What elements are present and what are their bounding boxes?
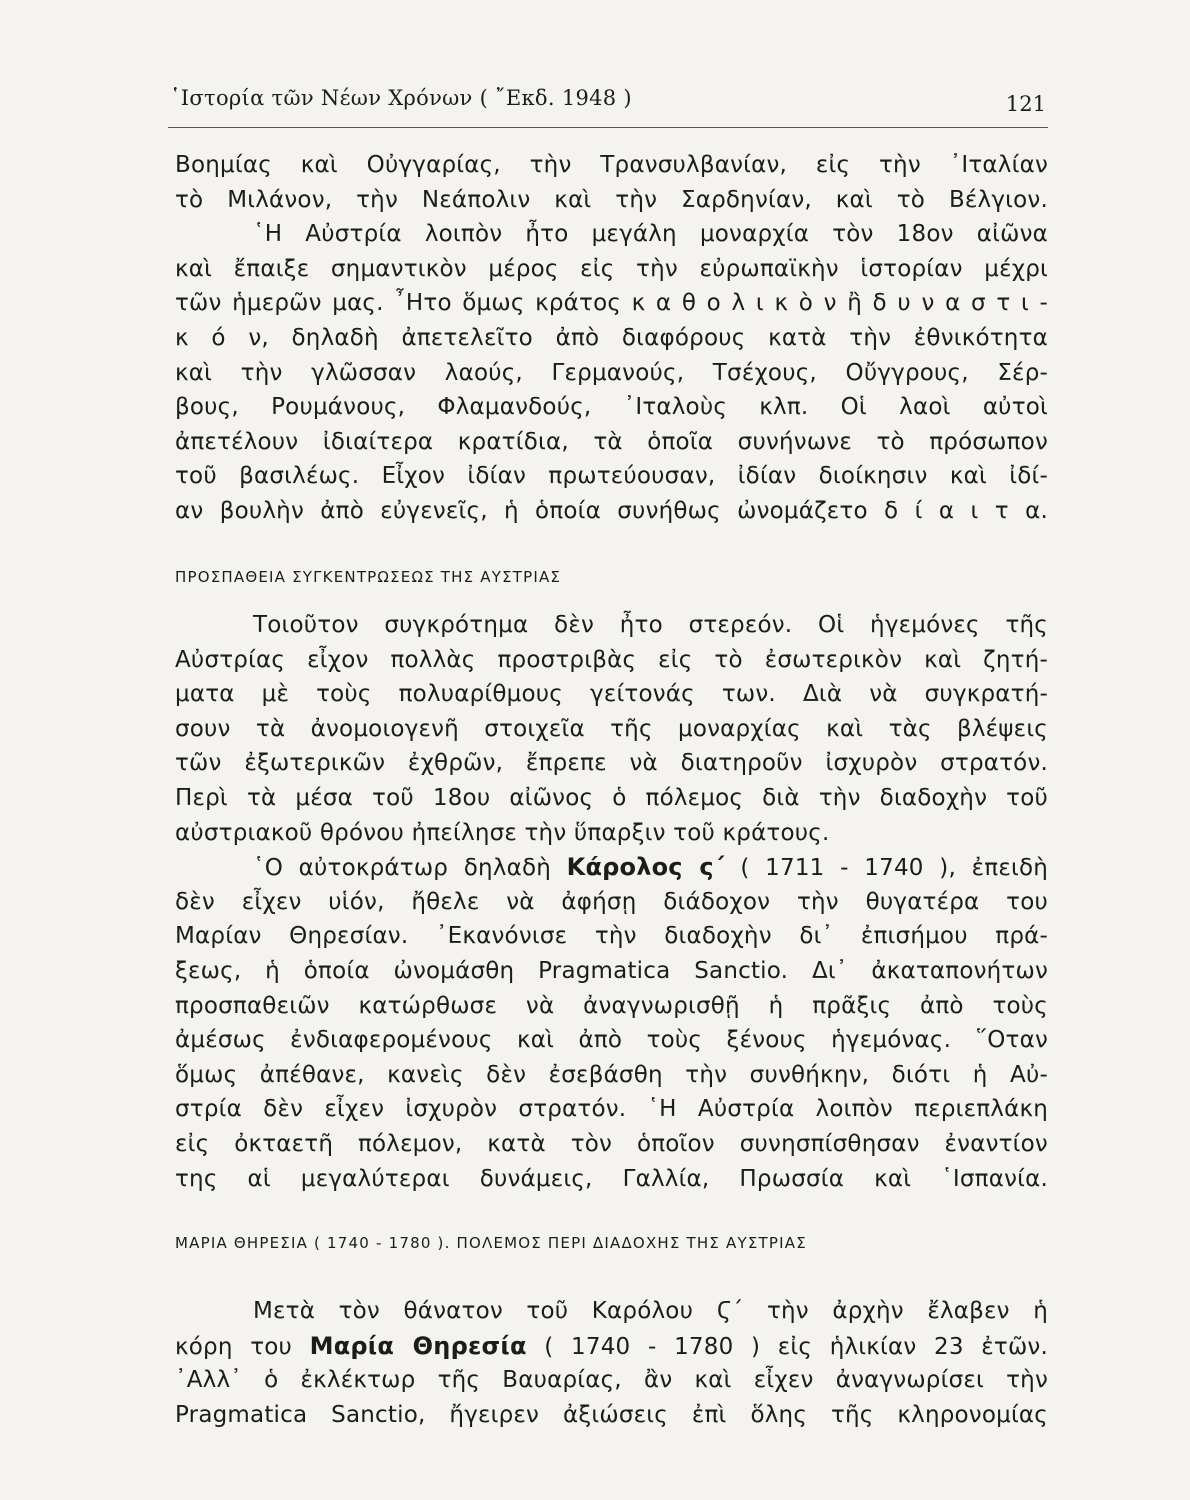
text-line: Pragmatica Sanctio, ἤγειρεν ἀξιώσεις ἐπὶ ὅλης τῆς κληρονομίας bbox=[175, 1401, 1048, 1428]
text-line: ὅμως ἀπέθανε, κανεὶς δὲν ἐσεβάσθη τὴν συνθήκην, διότι ἡ Αὐ- bbox=[175, 1061, 1048, 1088]
section1-text bbox=[175, 608, 1048, 1196]
text-line: εἰς ὀκταετῆ πόλεμον, κατὰ τὸν ὁποῖον συνησπίσθησαν ἐναντίον bbox=[175, 1130, 1048, 1157]
text-line: τῶν ἐξωτερικῶν ἐχθρῶν, ἔπρεπε νὰ διατηροῦν ἰσχυρὸν στρατόν. bbox=[175, 750, 1048, 777]
text-run: ( 1740 - 1780 ) εἰς ἡλικίαν 23 ἐτῶν. bbox=[526, 1333, 1048, 1360]
text-run: ῾Ο αὐτοκράτωρ δηλαδὴ bbox=[253, 855, 567, 882]
text-line: ἀμέσως ἐνδιαφερομένους καὶ ἀπὸ τοὺς ξένους ἡγεμόνας. ῞Οταν bbox=[175, 1027, 1048, 1054]
text-line: Αὐστρίας εἶχον πολλὰς προστριβὰς εἰς τὸ ἐσωτερικὸν καὶ ζητή- bbox=[175, 646, 1048, 673]
text-line: τὸ Μιλάνον, τὴν Νεάπολιν καὶ τὴν Σαρδηνίαν, καὶ τὸ Βέλγιον. bbox=[175, 186, 1048, 213]
section-heading: ΜΑΡΙΑ ΘΗΡΕΣΙΑ ( 1740 - 1780 ). ΠΟΛΕΜΟΣ ΠΕΡΙ ΔΙΑΔΟΧΗΣ ΤΗΣ ΑΥΣΤΡΙΑΣ bbox=[175, 1234, 807, 1252]
text-line: καὶ τὴν γλῶσσαν λαούς, Γερμανούς, Τσέχους, Οὔγγρους, Σέρ- bbox=[175, 359, 1048, 386]
section-heading: ΠΡΟΣΠΑΘΕΙΑ ΣΥΓΚΕΝΤΡΩΣΕΩΣ ΤΗΣ ΑΥΣΤΡΙΑΣ bbox=[175, 568, 562, 586]
text-line: Βοημίας καὶ Οὐγγαρίας, τὴν Τρανσυλβανίαν, εἰς τὴν ᾿Ιταλίαν bbox=[175, 152, 1048, 178]
intro-text bbox=[175, 148, 1048, 529]
text-line bbox=[175, 850, 1048, 885]
text-line: ξεως, ἡ ὁποία ὠνομάσθη Pragmatica Sanctio. Δι᾿ ἀκαταπονήτων bbox=[175, 957, 1048, 984]
text-line: ᾿Αλλ᾿ ὁ ἐκλέκτωρ τῆς Βαυαρίας, ἂν καὶ εἶχεν ἀναγνωρίσει τὴν bbox=[175, 1367, 1048, 1394]
emphasis-name: Κάρολος ς΄ bbox=[566, 853, 725, 882]
text-line: στρία δὲν εἶχεν ἰσχυρὸν στρατόν. ῾Η Αὐστρία λοιπὸν περιεπλάκη bbox=[175, 1096, 1048, 1123]
text-line: τῶν ἡμερῶν μας. ῏Ητο ὅμως κράτος κ α θ ο λ ι κ ὸ ν ἢ δ υ ν α σ τ ι - bbox=[175, 290, 1048, 317]
section2-text bbox=[175, 1294, 1048, 1432]
text-line: ἀπετέλουν ἰδιαίτερα κρατίδια, τὰ ὁποῖα συνήνωνε τὸ πρόσωπον bbox=[175, 428, 1048, 455]
text-line: ῾Η Αὐστρία λοιπὸν ἦτο μεγάλη μοναρχία τὸν 18ον αἰῶνα bbox=[253, 221, 1048, 248]
text-line: ματα μὲ τοὺς πολυαρίθμους γείτονάς των. Διὰ νὰ συγκρατή- bbox=[175, 681, 1048, 708]
text-line: Μαρίαν Θηρεσίαν. ᾿Εκανόνισε τὴν διαδοχὴν δι᾿ ἐπισήμου πρά- bbox=[175, 923, 1048, 950]
text-line bbox=[175, 1329, 1048, 1364]
emphasis-name: Μαρία Θηρεσία bbox=[309, 1331, 527, 1360]
text-run: κόρη του bbox=[175, 1333, 310, 1360]
text-line: καὶ ἔπαιξε σημαντικὸν μέρος εἰς τὴν εὐρωπαϊκὴν ἱστορίαν μέχρι bbox=[175, 255, 1048, 282]
text-line: αν βουλὴν ἀπὸ εὐγενεῖς, ἡ ὁποία συνήθως ὠνομάζετο δ ί α ι τ α. bbox=[175, 497, 1048, 524]
text-line: Μετὰ τὸν θάνατον τοῦ Καρόλου Ϛ΄ τὴν ἀρχὴν ἔλαβεν ἡ bbox=[253, 1298, 1048, 1324]
page-number: 121 bbox=[1005, 92, 1046, 116]
text-line: της αἱ μεγαλύτεραι δυνάμεις, Γαλλία, Πρωσσία καὶ ῾Ισπανία. bbox=[175, 1165, 1048, 1192]
text-line: προσπαθειῶν κατώρθωσε νὰ ἀναγνωρισθῇ ἡ πρᾶξις ἀπὸ τοὺς bbox=[175, 992, 1048, 1019]
text-line: τοῦ βασιλέως. Εἶχον ἰδίαν πρωτεύουσαν, ἰδίαν διοίκησιν καὶ ἰδί- bbox=[175, 463, 1048, 490]
text-line: Περὶ τὰ μέσα τοῦ 18ου αἰῶνος ὁ πόλεμος διὰ τὴν διαδοχὴν τοῦ bbox=[175, 784, 1048, 811]
text-run: ( 1711 - 1740 ), ἐπειδὴ bbox=[724, 855, 1048, 882]
text-line: σουν τὰ ἀνομοιογενῆ στοιχεῖα τῆς μοναρχίας καὶ τὰς βλέψεις bbox=[175, 715, 1048, 742]
header-rule bbox=[168, 127, 1048, 128]
text-line: κ ό ν, δηλαδὴ ἀπετελεῖτο ἀπὸ διαφόρους κατὰ τὴν ἐθνικότητα bbox=[175, 324, 1048, 351]
text-line: Τοιοῦτον συγκρότημα δὲν ἦτο στερεόν. Οἱ ἡγεμόνες τῆς bbox=[253, 612, 1048, 638]
text-line: δὲν εἶχεν υἱόν, ἤθελε νὰ ἀφήσῃ διάδοχον τὴν θυγατέρα του bbox=[175, 888, 1048, 915]
running-title: ῾Ιστορία τῶν Νέων Χρόνων ( ῎Εκδ. 1948 ) bbox=[170, 86, 632, 110]
text-line: βους, Ρουμάνους, Φλαμανδούς, ᾿Ιταλοὺς κλπ. Οἱ λαοὶ αὐτοὶ bbox=[175, 394, 1048, 421]
text-line: αὐστριακοῦ θρόνου ἠπείλησε τὴν ὕπαρξιν τοῦ κράτους. bbox=[175, 819, 830, 846]
